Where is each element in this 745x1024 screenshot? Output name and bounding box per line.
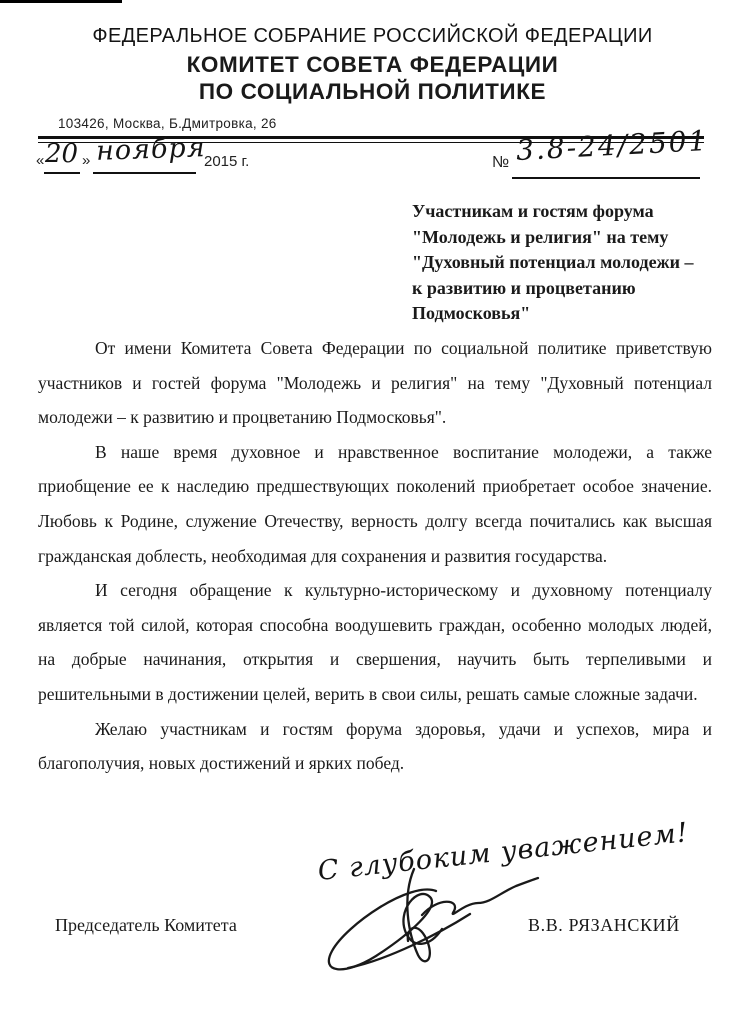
signature-flourish xyxy=(422,878,538,915)
scan-artifact-line xyxy=(0,0,122,3)
body-paragraph: И сегодня обращение к культурно-историческому и духовному потенциалу является той силой, которая способна воодушевить граждан, особенно молодых людей, на добрые начинания, открытия и свершения, научить быть терпеливыми и решительными в достижении целей, верить в свои силы, решать самые сложные задачи. xyxy=(38,580,712,704)
signer-title: Председатель Комитета xyxy=(55,915,237,935)
addressee-line: Участникам и гостям форума xyxy=(412,201,654,221)
letterhead-committee-line2: ПО СОЦИАЛЬНОЙ ПОЛИТИКЕ xyxy=(198,79,547,104)
number-underline xyxy=(512,177,700,179)
letterhead-committee-line1: КОМИТЕТ СОВЕТА ФЕДЕРАЦИИ xyxy=(186,52,559,77)
date-year: 2015 г. xyxy=(204,153,250,170)
handwritten-month: ноября xyxy=(95,132,207,167)
handwritten-signature xyxy=(318,863,548,981)
addressee-line: "Духовный потенциал молодежи – xyxy=(412,252,694,272)
addressee-line: "Молодежь и религия" на тему xyxy=(412,226,669,247)
number-sign-label: № xyxy=(492,154,510,171)
body-paragraph: От имени Комитета Совета Федерации по социальной политике приветствую участников и гостей форума "Молодежь и религия" на тему "Духовный потенциал молодежи – к развитию и процветанию Подмосковья". xyxy=(38,338,712,428)
letterhead-address: 103426, Москва, Б.Дмитровка, 26 xyxy=(58,116,277,131)
addressee-block xyxy=(412,199,727,327)
handwritten-day: 20 xyxy=(45,139,79,169)
addressee-line: к развитию и процветанию xyxy=(412,277,636,298)
body-paragraph: Желаю участникам и гостям форума здоровья, удачи и успехов, мира и благополучия, новых достижений и ярких побед. xyxy=(38,718,712,774)
date-day-underline xyxy=(44,172,80,174)
letter-body xyxy=(38,331,712,781)
date-close-quote: » xyxy=(82,152,91,169)
date-open-quote: « xyxy=(36,152,45,169)
letterhead-org: ФЕДЕРАЛЬНОЕ СОБРАНИЕ РОССИЙСКОЙ ФЕДЕРАЦИИ xyxy=(92,25,653,47)
handwritten-closing: С глубоким уважением! xyxy=(316,817,691,887)
body-paragraph: В наше время духовное и нравственное воспитание молодежи, а также приобщение ее к наследию предшествующих поколений приобретает особое значение. Любовь к Родине, служение Отечеству, верность долгу всегда почитались как высшая гражданская доблесть, необходимая для сохранения и развития государства. xyxy=(38,441,712,566)
handwritten-number: 3.8-24/2501 xyxy=(515,123,710,168)
signer-name: В.В. РЯЗАНСКИЙ xyxy=(528,915,680,935)
addressee-line: Подмосковья" xyxy=(412,303,531,323)
date-month-underline xyxy=(93,172,196,174)
